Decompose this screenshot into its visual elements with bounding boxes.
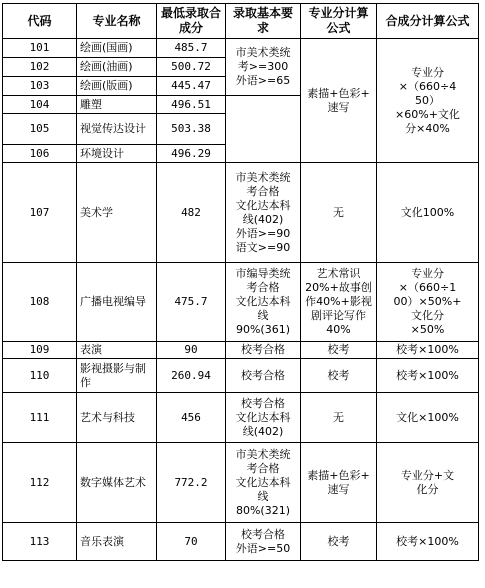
requirement-cell-empty: [226, 96, 301, 163]
cell-line: 无: [333, 410, 344, 424]
code-cell: 104: [3, 96, 77, 114]
table-row: [3, 163, 479, 263]
comp-formula-cell: [377, 393, 479, 443]
code-cell: 112: [3, 443, 77, 523]
comp-formula-cell: [377, 443, 479, 523]
cell-line: 速写: [327, 482, 350, 496]
cell-line: ×（660÷1: [398, 281, 457, 294]
cell-line: 专业分: [411, 267, 444, 280]
header-name: 专业名称: [77, 4, 157, 39]
cell-line: 外语>=90: [235, 226, 291, 240]
header-min-score: 最低录取合成分: [157, 4, 226, 39]
code-cell: 105: [3, 114, 77, 145]
score-cell: 70: [157, 523, 226, 561]
code-cell: 101: [3, 39, 77, 58]
cell-line: 校考: [327, 368, 350, 382]
score-cell: 445.47: [157, 77, 226, 96]
prof-formula-cell: [301, 393, 377, 443]
code-cell: 102: [3, 58, 77, 77]
cell-line: 考合格: [246, 461, 280, 475]
cell-line: 90%(361): [235, 323, 291, 336]
cell-line: 校考×100%: [396, 368, 459, 382]
table-row: [3, 393, 479, 443]
cell-line: 考>=300: [237, 60, 289, 73]
cell-line: 速写: [327, 100, 350, 114]
cell-line: 市美术类统: [235, 447, 291, 461]
table-row: [3, 39, 479, 58]
name-cell: 绘画(国画): [77, 39, 157, 58]
cell-line: 考合格: [246, 281, 280, 294]
score-cell: 482: [157, 163, 226, 263]
header-code: 代码: [3, 4, 77, 39]
requirement-cell: [226, 443, 301, 523]
cell-line: 线: [257, 489, 269, 503]
name-cell: 表演: [77, 342, 157, 359]
name-cell: 影视摄影与制作: [77, 359, 157, 393]
header-comp-formula: 合成分计算公式: [377, 4, 479, 39]
cell-line: 校考合格: [241, 396, 285, 410]
cell-line: 00）×50%+: [393, 295, 462, 308]
table-row: [3, 359, 479, 393]
cell-line: 作40%+影视: [305, 295, 372, 308]
cell-line: 文化×100%: [396, 410, 459, 424]
header-row: [3, 4, 479, 39]
code-cell: 110: [3, 359, 77, 393]
comp-formula-cell: [377, 342, 479, 359]
score-cell: 503.38: [157, 114, 226, 145]
cell-line: 20%+故事创: [305, 281, 372, 294]
cell-line: 素描+色彩+: [307, 86, 370, 100]
table-row: [3, 443, 479, 523]
prof-formula-cell: [301, 263, 377, 342]
comp-formula-cell: [377, 523, 479, 561]
cell-line: 分×40%: [405, 121, 450, 135]
cell-line: 文化达本科: [235, 475, 291, 489]
prof-formula-cell: [301, 163, 377, 263]
score-cell: 475.7: [157, 263, 226, 342]
cell-line: 市美术类统: [235, 46, 291, 59]
cell-line: 50）: [415, 93, 440, 107]
score-cell: 500.72: [157, 58, 226, 77]
comp-formula-cell: [377, 163, 479, 263]
cell-line: 40%: [326, 323, 351, 336]
code-cell: 113: [3, 523, 77, 561]
cell-line: 外语>=50: [235, 541, 291, 555]
name-cell: 绘画(油画): [77, 58, 157, 77]
prof-formula-cell: [301, 39, 377, 163]
comp-formula-cell: [377, 263, 479, 342]
requirement-cell: [226, 393, 301, 443]
requirement-cell: [226, 163, 301, 263]
cell-line: 文化分: [411, 309, 444, 322]
cell-line: 考合格: [246, 184, 280, 198]
cell-line: 校考: [327, 343, 350, 356]
cell-line: ×60%+文化: [395, 107, 460, 121]
code-cell: 107: [3, 163, 77, 263]
cell-line: 线(402): [242, 424, 284, 438]
score-cell: 772.2: [157, 443, 226, 523]
comp-formula-cell: [377, 39, 479, 163]
cell-line: 文化达本科: [235, 198, 291, 212]
admission-score-table: [2, 3, 479, 561]
cell-line: 语文>=90: [235, 240, 291, 254]
cell-line: 专业分+文: [400, 468, 455, 482]
cell-line: 校考合格: [241, 368, 285, 382]
cell-line: 文化达本科: [235, 410, 291, 424]
score-cell: 260.94: [157, 359, 226, 393]
table-row: [3, 263, 479, 342]
cell-line: 外语>=65: [235, 74, 291, 87]
prof-formula-cell: [301, 342, 377, 359]
score-cell: 496.29: [157, 145, 226, 163]
name-cell: 数字媒体艺术: [77, 443, 157, 523]
name-cell: 音乐表演: [77, 523, 157, 561]
cell-line: 线: [257, 309, 269, 322]
requirement-cell: [226, 342, 301, 359]
header-prof-formula: 专业分计算公式: [301, 4, 377, 39]
prof-formula-cell: [301, 443, 377, 523]
cell-line: ×（660÷4: [398, 79, 457, 93]
name-cell: 雕塑: [77, 96, 157, 114]
cell-line: 文化100%: [400, 205, 455, 219]
name-cell: 环境设计: [77, 145, 157, 163]
name-cell: 视觉传达设计: [77, 114, 157, 145]
cell-line: 无: [333, 205, 344, 219]
table-row: [3, 523, 479, 561]
requirement-cell: [226, 39, 301, 96]
cell-line: 市编导类统: [235, 267, 291, 280]
score-cell: 90: [157, 342, 226, 359]
score-cell: 456: [157, 393, 226, 443]
cell-line: 文化达本科: [235, 295, 291, 308]
code-cell: 108: [3, 263, 77, 342]
name-cell: 美术学: [77, 163, 157, 263]
name-cell: 广播电视编导: [77, 263, 157, 342]
comp-formula-cell: [377, 359, 479, 393]
cell-line: 专业分: [411, 65, 444, 79]
score-cell: 496.51: [157, 96, 226, 114]
requirement-cell: [226, 359, 301, 393]
code-cell: 106: [3, 145, 77, 163]
prof-formula-cell: [301, 359, 377, 393]
cell-line: 化分: [416, 482, 439, 496]
cell-line: 素描+色彩+: [307, 468, 370, 482]
prof-formula-cell: [301, 523, 377, 561]
code-cell: 109: [3, 342, 77, 359]
requirement-cell: [226, 523, 301, 561]
admission-score-table-container: [2, 3, 479, 561]
code-cell: 103: [3, 77, 77, 96]
header-requirement: 录取基本要求: [226, 4, 301, 39]
cell-line: ×50%: [410, 323, 445, 336]
cell-line: 线(402): [242, 212, 284, 226]
cell-line: 校考: [327, 534, 350, 548]
code-cell: 111: [3, 393, 77, 443]
cell-line: 校考×100%: [396, 343, 459, 356]
cell-line: 剧评论写作: [311, 309, 366, 322]
cell-line: 校考合格: [241, 527, 285, 541]
table-row: [3, 342, 479, 359]
name-cell: 绘画(版画): [77, 77, 157, 96]
requirement-cell: [226, 263, 301, 342]
score-cell: 485.7: [157, 39, 226, 58]
cell-line: 80%(321): [235, 503, 291, 517]
cell-line: 艺术常识: [316, 267, 361, 280]
cell-line: 市美术类统: [235, 170, 291, 184]
cell-line: 校考×100%: [396, 534, 459, 548]
name-cell: 艺术与科技: [77, 393, 157, 443]
cell-line: 校考合格: [241, 343, 285, 356]
